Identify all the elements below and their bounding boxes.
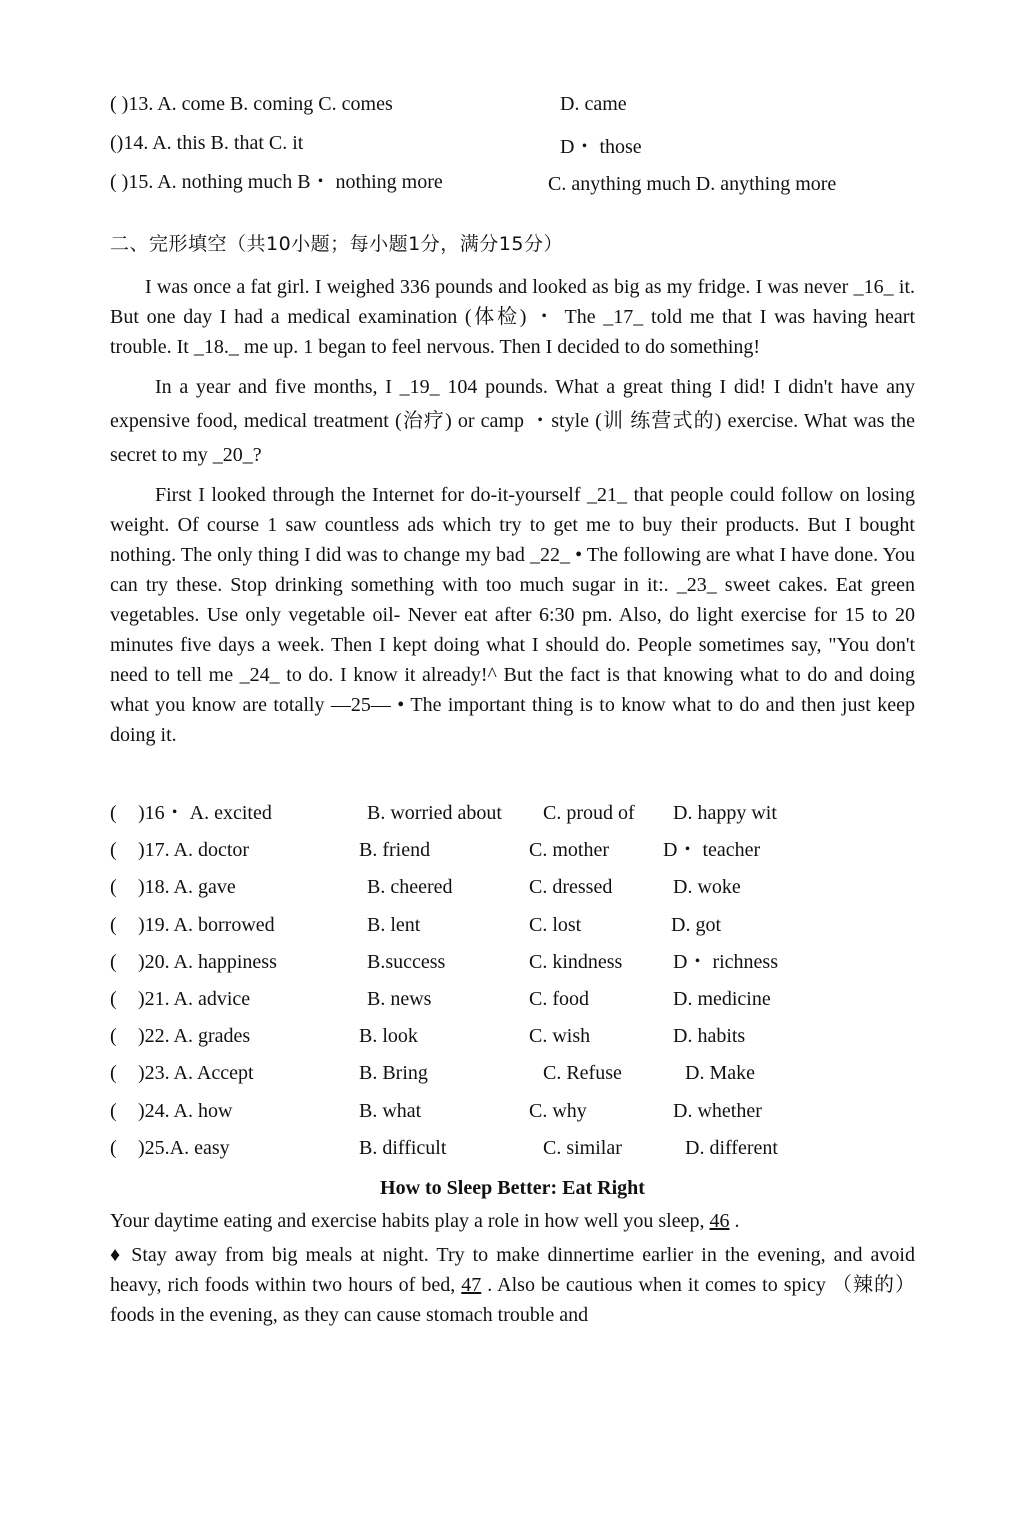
option-row-20 — [110, 947, 915, 984]
option-c: C. dressed — [529, 876, 613, 899]
option-a: )17. A. doctor — [138, 839, 250, 862]
option-b: B.success — [367, 950, 446, 973]
option-b: B. news — [367, 987, 432, 1010]
option-a: )21. A. advice — [138, 987, 251, 1010]
answer-paren: ( — [110, 1025, 117, 1048]
option-d: D・ teacher — [663, 839, 761, 862]
option-row-23 — [110, 1058, 915, 1095]
question-row-14 — [110, 127, 915, 166]
option-d: D・ richness — [673, 950, 778, 973]
option-row-22 — [110, 1021, 915, 1058]
option-d: D. different — [685, 1136, 778, 1159]
answer-paren: ( — [110, 1062, 117, 1085]
option-a: )20. A. happiness — [138, 950, 277, 973]
option-c: C. lost — [529, 913, 582, 936]
option-c: C. kindness — [529, 950, 623, 973]
passage-title: How to Sleep Better: Eat Right — [380, 1176, 645, 1199]
options-list — [110, 798, 915, 1170]
option-row-21 — [110, 984, 915, 1021]
option-row-19 — [110, 910, 915, 947]
answer-paren: ( — [110, 950, 117, 973]
option-row-25 — [110, 1133, 915, 1170]
answer-paren: ( — [110, 913, 117, 936]
answer-paren: ( — [110, 987, 117, 1010]
passage-line-1-text: Your daytime eating and exercise habits play a role in how well you sleep, — [110, 1209, 710, 1232]
question-row-15 — [110, 166, 915, 205]
paragraph-1: I was once a fat girl. I weighed 336 pounds and looked as big as my fridge. I was never _16_ it. But one day I had a medical examination (体检) ・ The _17_ told me that I was having heart trouble. It _18._ me up. 1 began to feel nervous. Then I decided to do something! — [110, 276, 915, 358]
option-a: )25.A. easy — [138, 1136, 230, 1159]
blank-46: 46 — [709, 1209, 730, 1232]
option-c: C. food — [529, 987, 589, 1010]
paragraph-3: First I looked through the Internet for do-it-yourself _21_ that people could follow on losing weight. Of course 1 saw countless ads which try to get me to buy their products. But I bought nothing. The only thing I did was to change my bad _22_ • The following are what I have done. You can try these. Stop drinking something with too much sugar in it:. _23_ sweet cakes. Eat green vegetables. Use only vegetable oil- Never eat after 6:30 pm. Also, do light exercise for 15 to 20 minutes five days a week. Then I kept doing what I should do. People sometimes say, "You don't need to tell me _24_ to do. I know it already!^ But the fact is that knowing what to do and doing what you know are totally —25— • The important thing is to know what to do and then just keep doing it. — [110, 484, 915, 746]
question-14-left: ()14. A. this B. that C. it — [110, 132, 304, 154]
answer-paren: ( — [110, 876, 117, 899]
option-row-17 — [110, 835, 915, 872]
option-a: )22. A. grades — [138, 1025, 251, 1048]
option-d: D. whether — [673, 1099, 762, 1122]
option-b: B. worried about — [367, 802, 502, 824]
question-14-right: D・ those — [560, 136, 642, 158]
option-b: B. what — [359, 1099, 422, 1122]
option-a: )23. A. Accept — [138, 1062, 254, 1085]
option-row-16 — [110, 798, 915, 835]
option-c: C. similar — [543, 1136, 622, 1159]
option-c: C. Refuse — [543, 1062, 622, 1085]
worksheet-page — [110, 88, 915, 1330]
answer-paren: ( — [110, 1136, 117, 1159]
question-row-13 — [110, 88, 915, 127]
option-c: C. wish — [529, 1025, 591, 1048]
mc-section-top — [110, 88, 915, 205]
option-row-18 — [110, 872, 915, 909]
section-2-title: 二、完形填空（共10小题；每小题1分，满分15分） — [110, 233, 563, 255]
option-a: )19. A. borrowed — [138, 913, 275, 936]
question-13-right: D. came — [560, 93, 627, 115]
bullet-text: ♦ Stay away from big meals at night. Try to make dinnertime earlier in the evening, and avoid heavy, rich foods within two hours of bed, — [110, 1243, 915, 1296]
passage-line-1-end: . — [729, 1209, 740, 1232]
question-15-right: C. anything much D. anything more — [548, 173, 837, 195]
option-d: D. got — [671, 913, 721, 936]
option-d: D. habits — [673, 1025, 746, 1048]
answer-paren: ( — [110, 839, 117, 862]
option-b: B. friend — [359, 839, 431, 862]
option-row-24 — [110, 1096, 915, 1133]
option-c: C. mother — [529, 839, 609, 862]
passage-line-1 — [110, 1206, 915, 1236]
question-13-left: ( )13. A. come B. coming C. comes — [110, 93, 393, 115]
option-d: D. Make — [685, 1062, 755, 1085]
option-a: )16・ A. excited — [138, 802, 272, 824]
question-15-left: ( )15. A. nothing much B・ nothing more — [110, 171, 443, 193]
option-b: B. cheered — [367, 876, 453, 899]
option-c: C. proud of — [543, 802, 635, 824]
blank-47: 47 — [461, 1273, 482, 1296]
option-b: B. difficult — [359, 1136, 447, 1159]
paragraph-2: In a year and five months, I _19_ 104 pounds. What a great thing I did! I didn't have any expensive food, medical treatment (治疗) or camp ・style (训 练营式的) exercise. What was the secret to my _20_? — [110, 376, 915, 466]
option-d: D. medicine — [673, 987, 771, 1010]
option-b: B. lent — [367, 913, 421, 936]
option-a: )24. A. how — [138, 1099, 233, 1122]
option-c: C. why — [529, 1099, 587, 1122]
option-a: )18. A. gave — [138, 876, 236, 899]
answer-paren: ( — [110, 802, 117, 824]
answer-paren: ( — [110, 1099, 117, 1122]
bullet-text-end: . Also be cautious when it comes to spicy （辣的）foods in the evening, as they can cause stomach trouble and — [110, 1273, 915, 1326]
option-b: B. Bring — [359, 1062, 428, 1085]
option-d: D. woke — [673, 876, 741, 899]
option-d: D. happy wit — [673, 802, 777, 824]
option-b: B. look — [359, 1025, 418, 1048]
passage-bullet-1 — [110, 1240, 915, 1330]
